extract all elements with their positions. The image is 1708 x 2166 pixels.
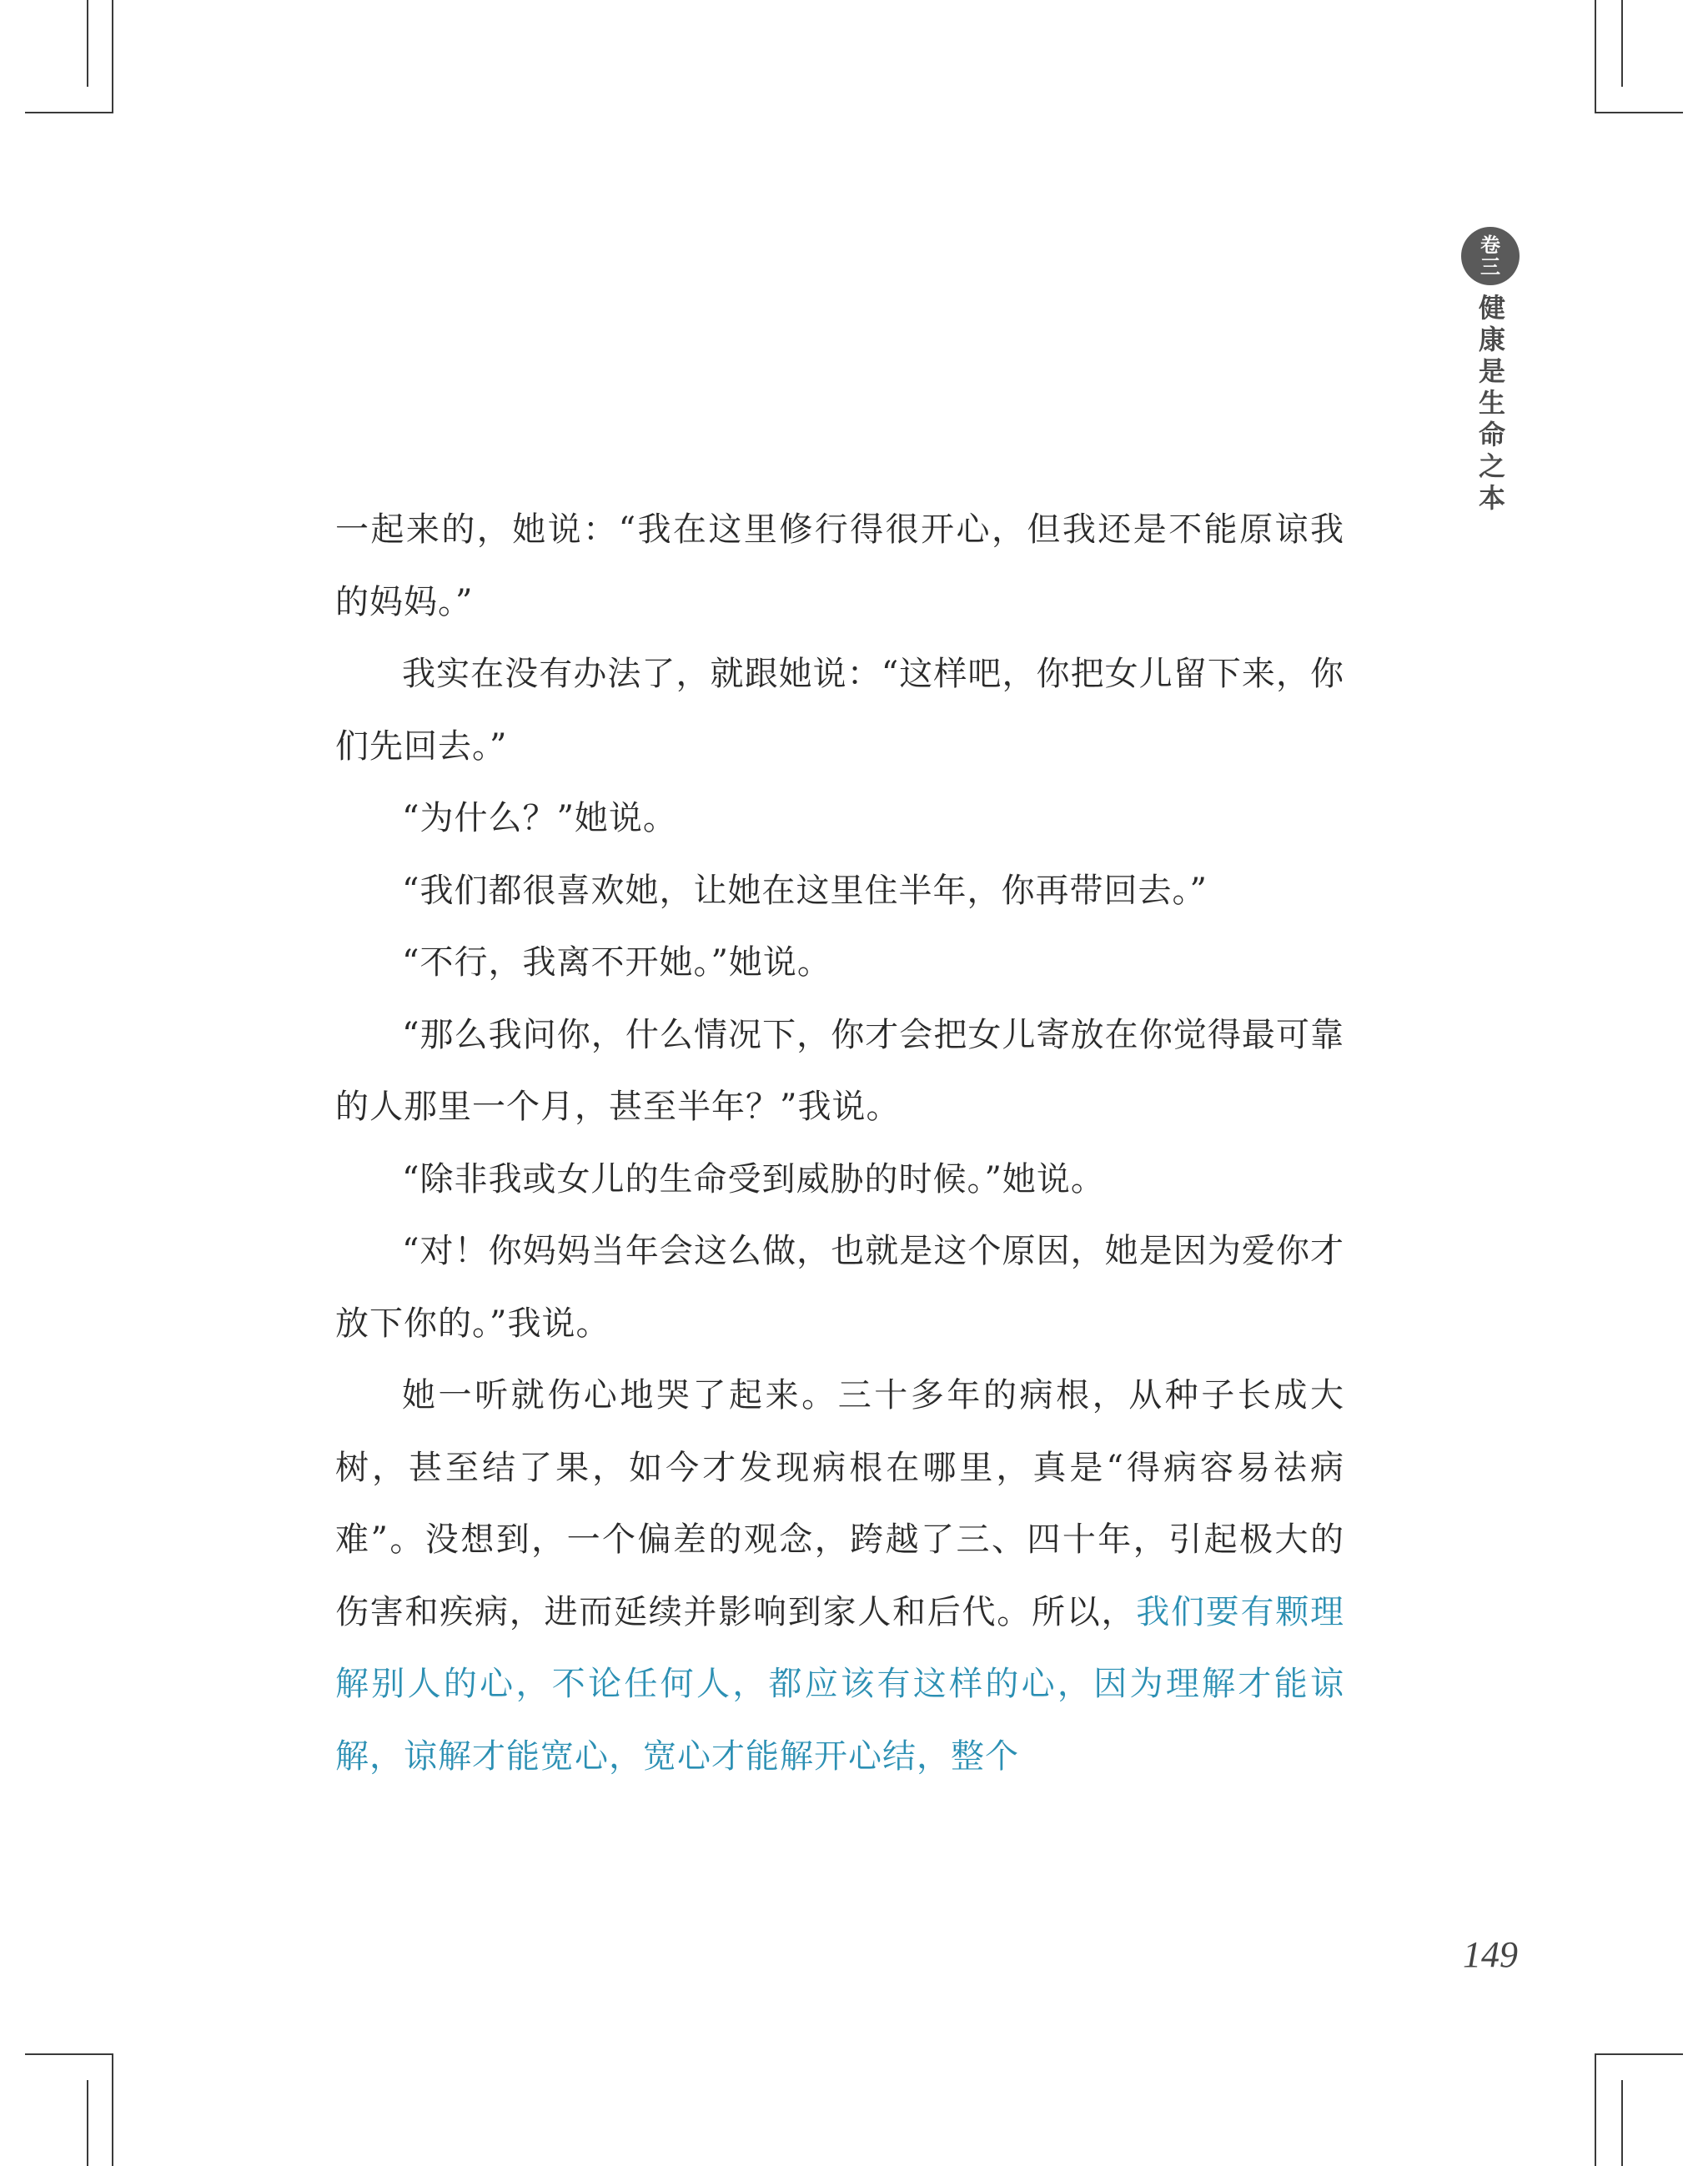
chapter-title: 健康是生命之本 [1474,294,1506,515]
paragraph: 我实在没有办法了，就跟她说：“这样吧，你把女儿留下来，你们先回去。” [335,655,1344,766]
crop-mark [1595,2053,1683,2055]
crop-mark [112,0,113,113]
volume-label-2: 三 [1480,254,1500,279]
paragraph: “我们都很喜欢她，让她在这里住半年，你再带回去。” [402,871,1208,910]
crop-mark [1595,112,1683,113]
body-text [335,494,1344,1792]
paragraph: “除非我或女儿的生命受到威胁的时候。”她说。 [402,1159,1105,1199]
crop-mark [25,2053,113,2055]
page-number: 149 [1463,1934,1518,1975]
volume-label-1: 卷 [1480,233,1500,257]
paragraph: 一起来的，她说：“我在这里修行得很开心，但我还是不能原谅我的妈妈。” [335,510,1344,621]
paragraph: “不行，我离不开她。”她说。 [402,943,831,982]
crop-mark [1595,2053,1596,2166]
highlighted-text: 我们要有颗理解别人的心，不论任何人，都应该有这样的心，因为理解才能谅解，谅解才能宽心，宽心才能解开心结，整个 [335,1592,1344,1776]
crop-mark [87,2080,88,2166]
crop-mark [112,2053,113,2166]
paragraph: “为什么？”她说。 [402,799,677,837]
crop-mark [87,0,88,87]
paragraph: “那么我问你，什么情况下，你才会把女儿寄放在你觉得最可靠的人那里一个月，甚至半年？”我说。 [335,1015,1344,1126]
crop-mark [25,112,113,113]
paragraph-last [335,1359,1344,1792]
crop-mark [1621,2080,1623,2166]
crop-mark [1595,0,1596,113]
crop-mark [1621,0,1623,87]
paragraph-text: 她一听就伤心地哭了起来。三十多年的病根，从种子长成大树，甚至结了果，如今才发现病根在哪里，真是“得病容易祛病难”。没想到，一个偏差的观念，跨越了三、四十年，引起极大的伤害和疾病，进而延续并影响到家人和后代。所以， [335,1376,1344,1631]
paragraph: “对！你妈妈当年会这么做，也就是这个原因，她是因为爱你才放下你的。”我说。 [335,1232,1344,1343]
chapter-tab [1461,227,1520,515]
volume-badge [1461,227,1520,285]
